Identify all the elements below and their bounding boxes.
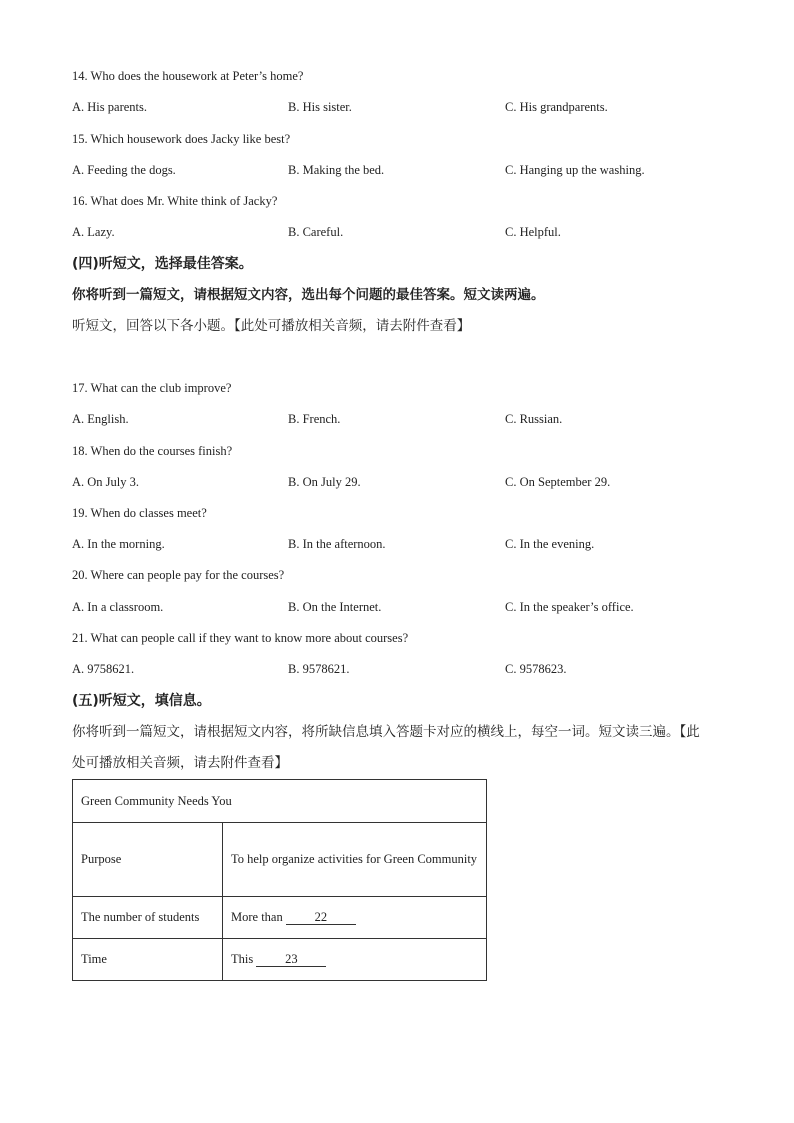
question-15: 15. Which housework does Jacky like best?	[72, 132, 291, 146]
section-4-instruction: 你将听到一篇短文，请根据短文内容，选出每个问题的最佳答案。短文读两遍。	[72, 287, 545, 303]
option-20-a: A. In a classroom.	[72, 600, 164, 614]
row-label-number: The number of students	[73, 897, 223, 939]
question-16: 16. What does Mr. White think of Jacky?	[72, 194, 278, 208]
option-17-b: B. French.	[288, 412, 341, 426]
row-label-time: Time	[73, 939, 223, 981]
question-18: 18. When do the courses finish?	[72, 444, 233, 458]
option-14-b: B. His sister.	[288, 100, 352, 114]
table-title-row	[73, 780, 487, 823]
question-14: 14. Who does the housework at Peter’s home?	[72, 69, 304, 83]
section-5-instruction-line1: 你将听到一篇短文，请根据短文内容，将所缺信息填入答题卡对应的横线上，每空一词。短文读三遍。【此	[72, 724, 700, 740]
option-18-a: A. On July 3.	[72, 475, 140, 489]
row-value-number	[223, 897, 487, 939]
info-table	[72, 779, 487, 981]
blank-22: 22	[286, 911, 356, 925]
section-4-note: 听短文，回答以下各小题。【此处可播放相关音频，请去附件查看】	[72, 318, 471, 334]
option-18-b: B. On July 29.	[288, 475, 361, 489]
option-15-b: B. Making the bed.	[288, 163, 385, 177]
table-title: Green Community Needs You	[73, 780, 487, 823]
option-14-a: A. His parents.	[72, 100, 147, 114]
question-20: 20. Where can people pay for the courses?	[72, 568, 285, 582]
option-20-c: C. In the speaker’s office.	[505, 600, 634, 614]
option-19-b: B. In the afternoon.	[288, 537, 386, 551]
option-20-b: B. On the Internet.	[288, 600, 382, 614]
option-15-c: C. Hanging up the washing.	[505, 163, 645, 177]
question-19: 19. When do classes meet?	[72, 506, 207, 520]
option-19-a: A. In the morning.	[72, 537, 165, 551]
row-value-purpose: To help organize activities for Green Community	[223, 823, 487, 897]
section-5-title: (五)听短文，填信息。	[72, 693, 211, 709]
option-18-c: C. On September 29.	[505, 475, 611, 489]
option-21-c: C. 9578623.	[505, 662, 567, 676]
option-16-a: A. Lazy.	[72, 225, 115, 239]
option-21-a: A. 9758621.	[72, 662, 135, 676]
option-16-b: B. Careful.	[288, 225, 344, 239]
time-prefix: This	[231, 952, 254, 966]
option-21-b: B. 9578621.	[288, 662, 350, 676]
question-21: 21. What can people call if they want to know more about courses?	[72, 631, 409, 645]
option-19-c: C. In the evening.	[505, 537, 595, 551]
row-value-time	[223, 939, 487, 981]
number-prefix: More than	[231, 910, 283, 924]
option-17-c: C. Russian.	[505, 412, 563, 426]
option-16-c: C. Helpful.	[505, 225, 561, 239]
table-row	[73, 897, 487, 939]
blank-23: 23	[256, 953, 326, 967]
row-label-purpose: Purpose	[73, 823, 223, 897]
table-row	[73, 939, 487, 981]
option-14-c: C. His grandparents.	[505, 100, 608, 114]
option-15-a: A. Feeding the dogs.	[72, 163, 176, 177]
section-4-title: (四)听短文，选择最佳答案。	[72, 256, 253, 272]
question-17: 17. What can the club improve?	[72, 381, 232, 395]
section-5-instruction-line2: 处可播放相关音频，请去附件查看】	[72, 755, 288, 771]
table-row	[73, 823, 487, 897]
option-17-a: A. English.	[72, 412, 129, 426]
